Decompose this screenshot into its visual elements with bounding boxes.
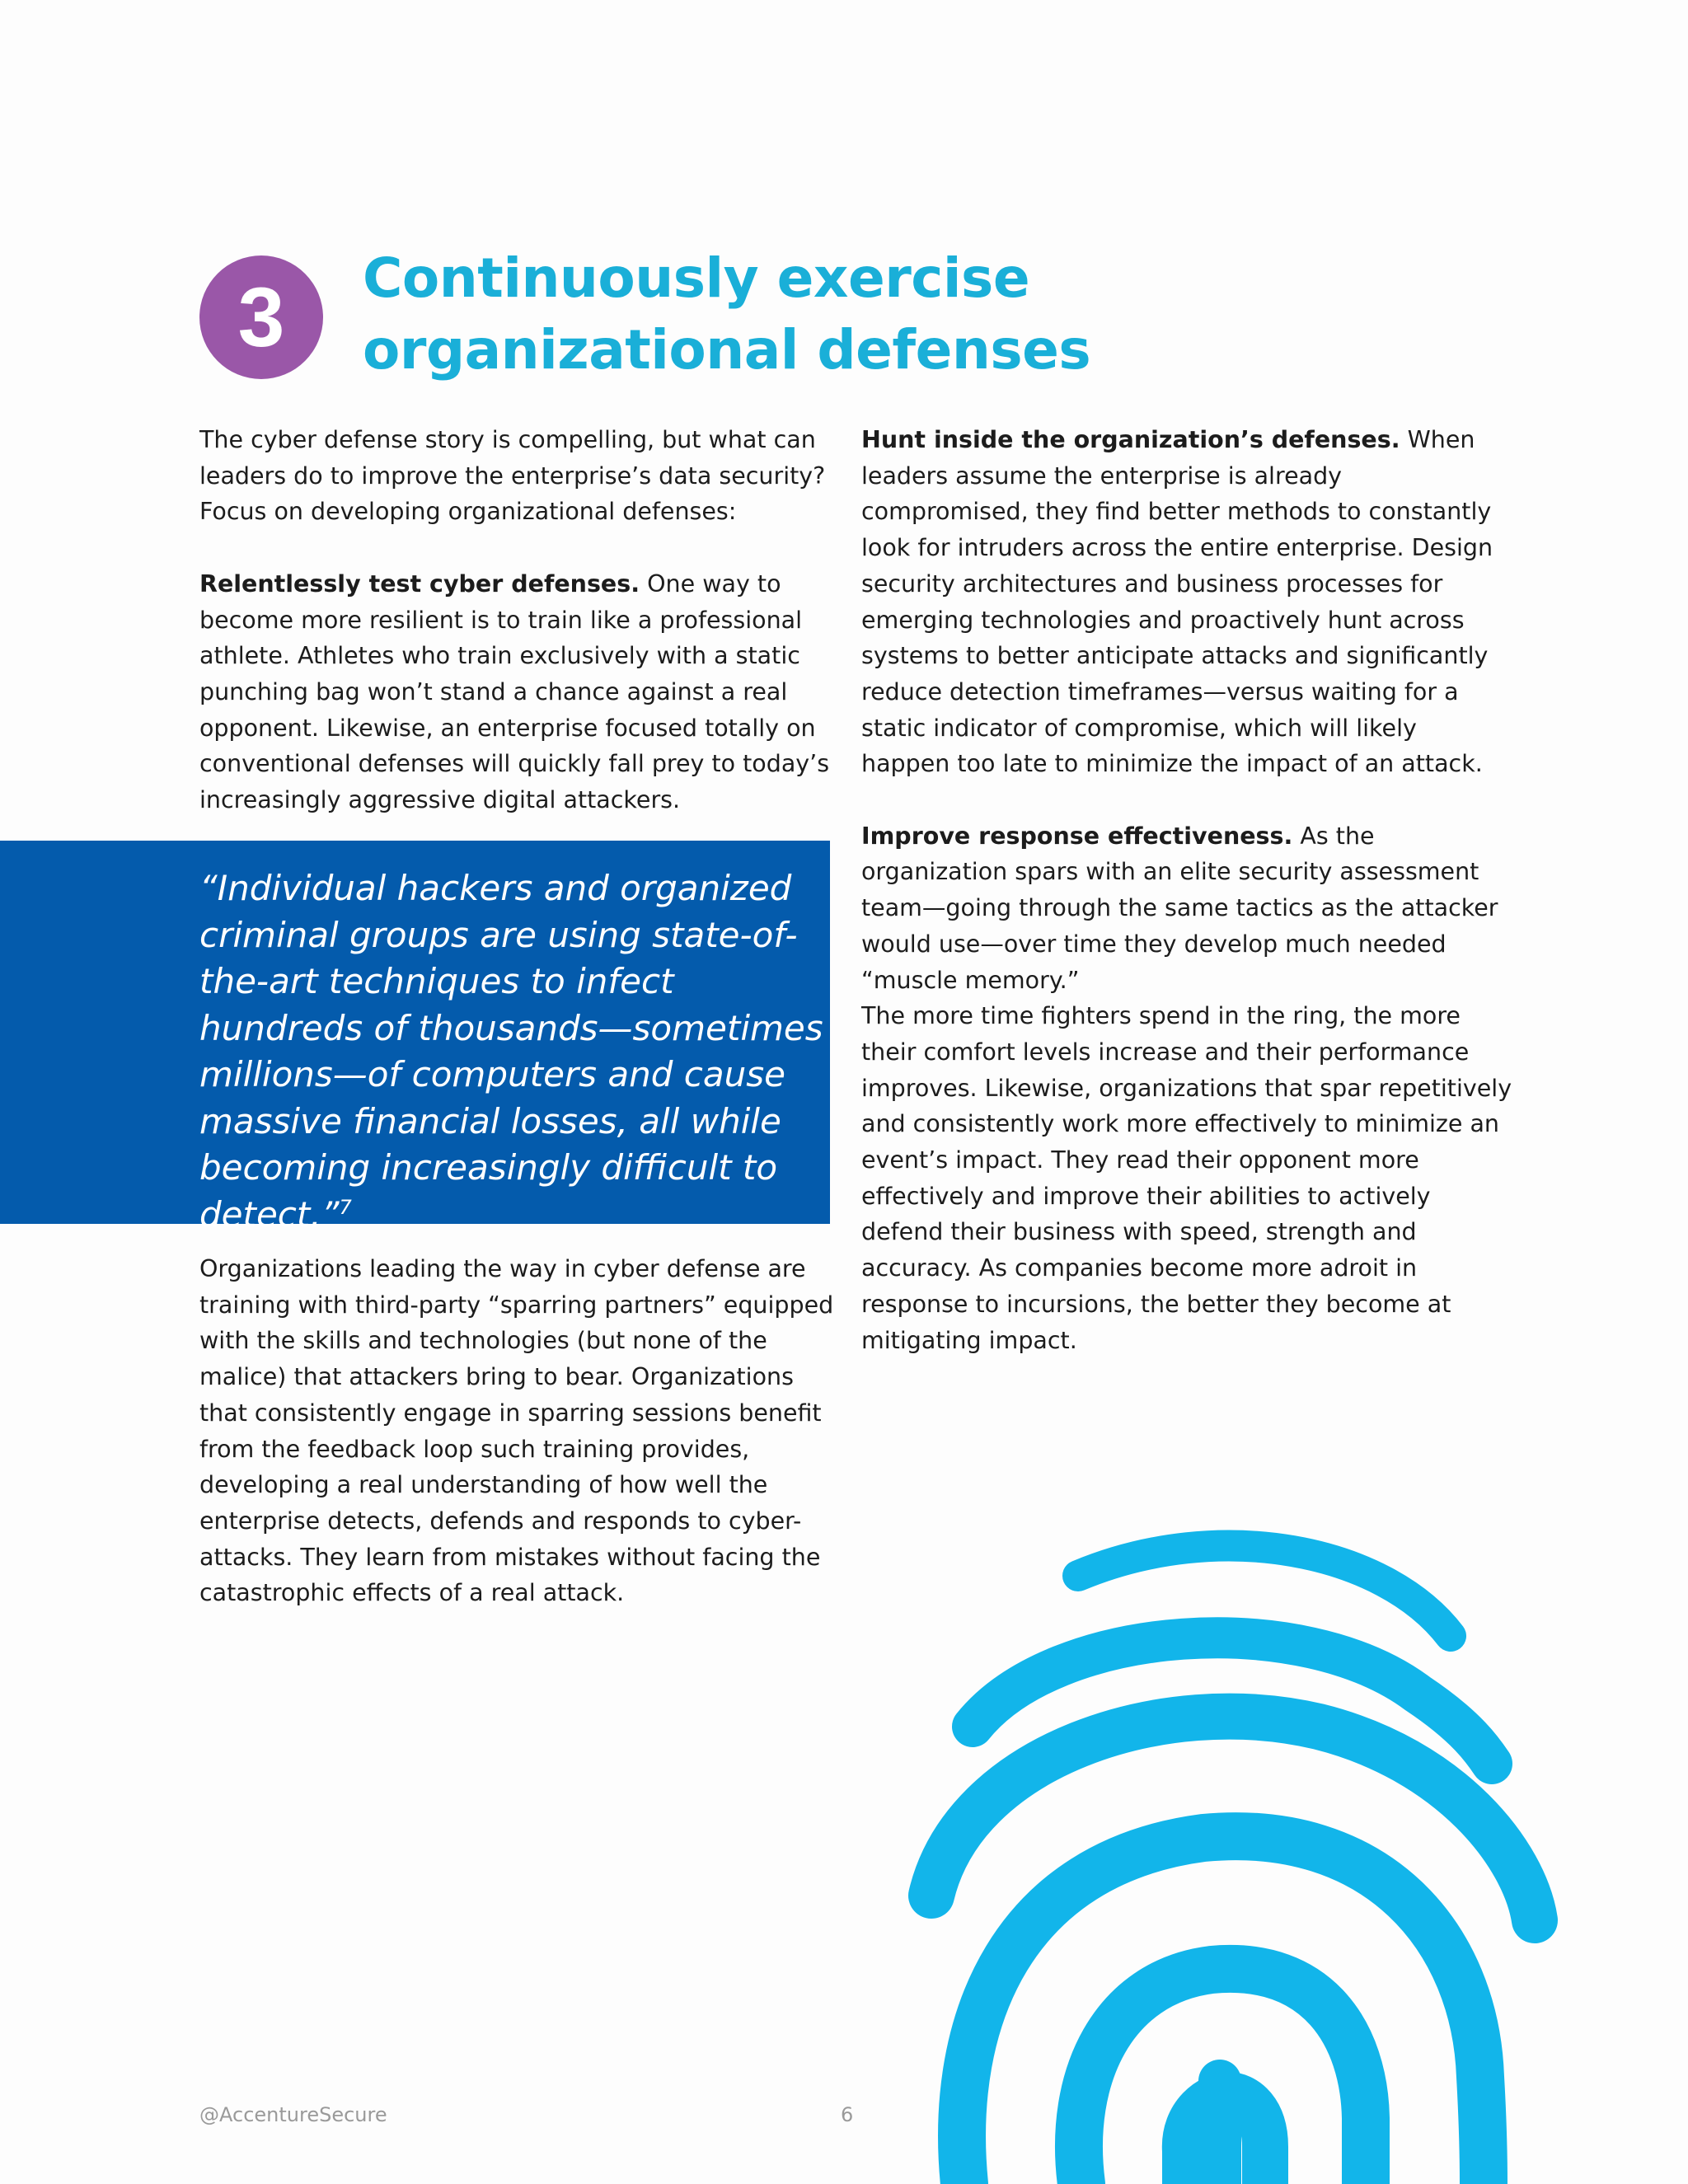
sparring-partners-paragraph: Organizations leading the way in cyber defense are training with third-party “sparring partners” equipped with the skills and technologies (but none of the malice) that attackers bring to bear. Organizations that consistently engage in sparring sessions benefit from the feedback loop such training provides, developing a real understanding of how well the enterprise detects, defends and responds to cyber-attacks. They learn from mistakes without facing the catastrophic effects of a real attack. [199,1255,834,1607]
pull-quote-text: “Individual hackers and organized criminal groups are using state-of-the-art techniques to infect hundreds of thousands—sometimes millions—of computers and cause massive financial losses, all while becoming increasingly difficult to detect.” [199,868,823,1235]
test-defenses-lead: Relentlessly test cyber defenses. [199,569,640,598]
response-paragraph-2: The more time fighters spend in the ring, the more their comfort levels increase and their performance improves. Likewise, organizations that spar repetitively and consistently work more effectively to minimize an event’s impact. They read their opponent more effectively and improve their abilities to actively defend their business with speed, strength and accuracy. As companies become more adroit in response to incursions, the better they become at mitigating impact. [861,1002,1512,1354]
intro-paragraph: The cyber defense story is compelling, but what can leaders do to improve the enterprise’s data security? Focus on developing organizational defenses: [199,426,826,526]
hunt-paragraph [861,422,1512,782]
test-defenses-paragraph [199,566,834,818]
right-column [861,422,1512,1358]
left-column-bottom [199,1251,834,1611]
section-number-badge: 3 [199,255,323,379]
response-body-1: As the organization spars with an elite security assessment team—going through the same tactics as the attacker would use—over time they develop much needed “muscle memory.” [861,822,1498,994]
test-defenses-body: One way to become more resilient is to train like a professional athlete. Athletes who train exclusively with a static punching bag won’t stand a chance against a real opponent. Likewise, an enterprise focused totally on conventional defenses will quickly fall prey to today’s increasingly aggressive digital attackers. [199,569,830,814]
page-number: 6 [841,2103,854,2126]
pull-quote-footnote: 7 [339,1195,352,1219]
section-title-line2: organizational defenses [363,318,1091,382]
section-title-line1: Continuously exercise [363,246,1030,310]
section-title [363,242,1090,386]
hunt-body: When leaders assume the enterprise is already compromised, they find better methods to constantly look for intruders across the entire enterprise. Design security architectures and business processes for emerging technologies and proactively hunt across systems to better anticipate attacks and significantly reduce detection timeframes—versus waiting for a static indicator of compromise, which will likely happen too late to minimize the impact of an attack. [861,426,1493,778]
pull-quote [199,865,826,1238]
fingerprint-icon [890,1508,1688,2184]
response-paragraph [861,818,1512,999]
response-lead: Improve response effectiveness. [861,822,1293,850]
hunt-lead: Hunt inside the organization’s defenses. [861,426,1400,453]
left-column-top [199,422,834,818]
footer-handle: @AccentureSecure [199,2103,387,2126]
